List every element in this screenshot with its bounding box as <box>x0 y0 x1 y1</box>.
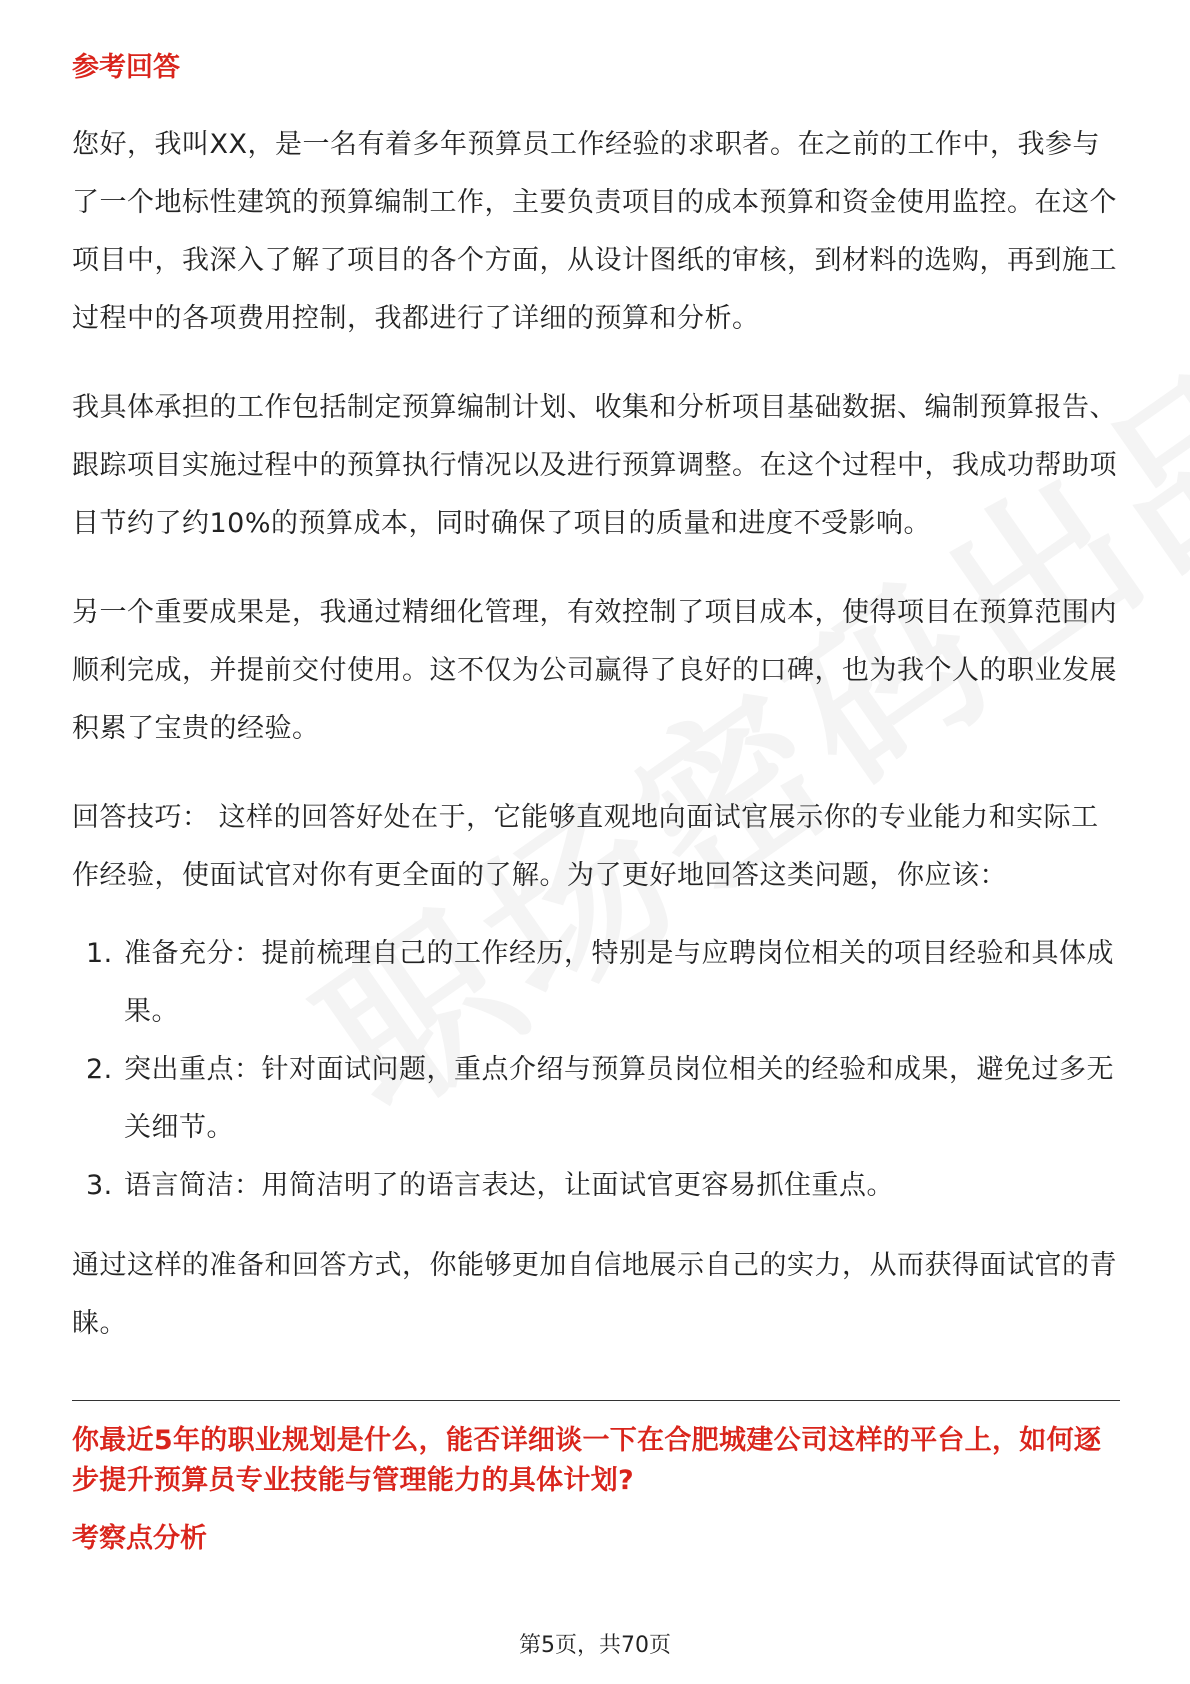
answer-paragraph-2: 我具体承担的工作包括制定预算编制计划、收集和分析项目基础数据、编制预算报告、跟踪项目实施过程中的预算执行情况以及进行预算调整。在这个过程中，我成功帮助项目节约了约10%的预算成本，同时确保了项目的质量和进度不受影响。 <box>72 392 1117 539</box>
list-item-text: 语言简洁：用简洁明了的语言表达，让面试官更容易抓住重点。 <box>124 1170 894 1201</box>
conclusion-paragraph: 通过这样的准备和回答方式，你能够更加自信地展示自己的实力，从而获得面试官的青睐。 <box>72 1250 1117 1339</box>
list-item <box>72 1157 1120 1215</box>
answer-paragraph-1: 您好，我叫XX，是一名有着多年预算员工作经验的求职者。在之前的工作中，我参与了一个地标性建筑的预算编制工作，主要负责项目的成本预算和资金使用监控。在这个项目中，我深入了解了项目的各个方面，从设计图纸的审核，到材料的选购，再到施工过程中的各项费用控制，我都进行了详细的预算和分析。 <box>72 129 1117 334</box>
answer-paragraph-3: 另一个重要成果是，我通过精细化管理，有效控制了项目成本，使得项目在预算范围内顺利完成，并提前交付使用。这不仅为公司赢得了良好的口碑，也为我个人的职业发展积累了宝贵的经验。 <box>72 597 1117 744</box>
tips-list <box>72 925 1120 1215</box>
list-item-number: 2. <box>86 1054 113 1085</box>
analysis-heading: 考察点分析 <box>72 1523 207 1554</box>
list-item <box>72 1041 1120 1157</box>
next-question: 你最近5年的职业规划是什么，能否详细谈一下在合肥城建公司这样的平台上，如何逐步提升预算员专业技能与管理能力的具体计划? <box>72 1425 1102 1496</box>
list-item-number: 3. <box>86 1170 113 1201</box>
page-content <box>72 48 1120 1559</box>
page-number: 第5页，共70页 <box>519 1633 671 1658</box>
reference-answer-heading: 参考回答 <box>72 52 180 83</box>
list-item-text: 突出重点：针对面试问题，重点介绍与预算员岗位相关的经验和成果，避免过多无关细节。 <box>124 1054 1114 1143</box>
list-item <box>72 925 1120 1041</box>
list-item-text: 准备充分：提前梳理自己的工作经历，特别是与应聘岗位相关的项目经验和具体成果。 <box>124 938 1114 1027</box>
tips-intro: 回答技巧： 这样的回答好处在于，它能够直观地向面试官展示你的专业能力和实际工作经验，使面试官对你有更全面的了解。为了更好地回答这类问题，你应该： <box>72 802 1099 891</box>
list-item-number: 1. <box>86 938 113 969</box>
